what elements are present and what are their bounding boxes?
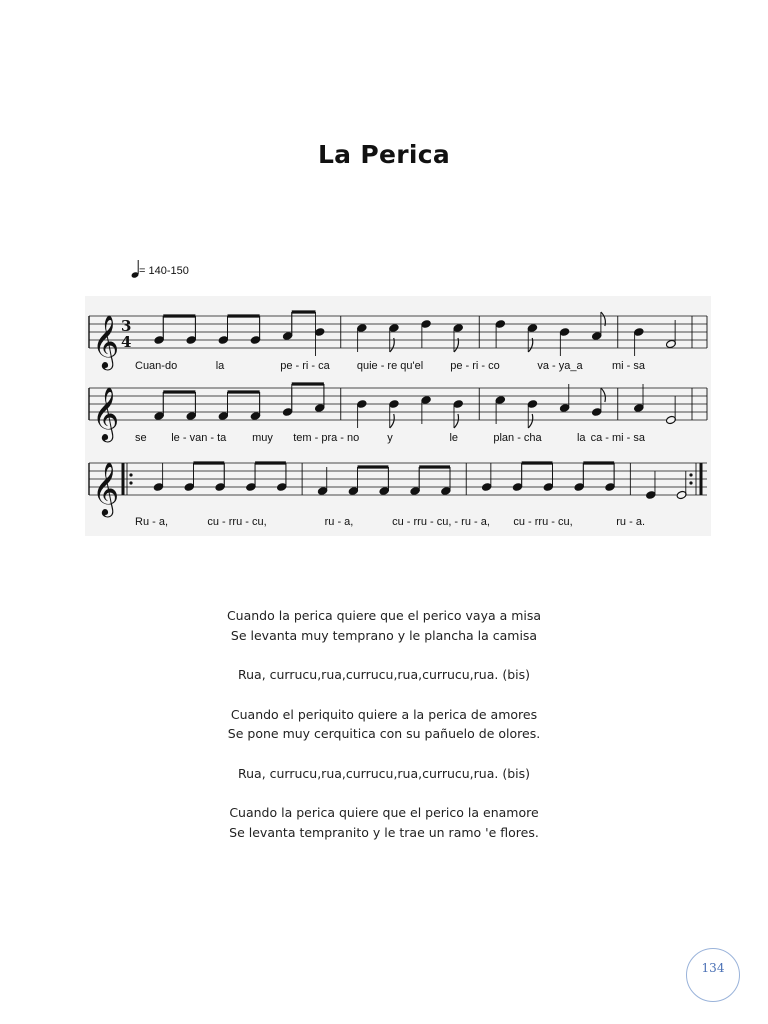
lyric-syllables: va - ya_a — [537, 360, 583, 372]
repeat-dot — [689, 481, 692, 484]
lyrics-stanza — [0, 803, 768, 842]
lyric-syllables: tem - pra - no — [293, 432, 360, 444]
eighth-flag — [601, 388, 606, 402]
eighth-flag — [528, 414, 533, 428]
page-number: 134 — [686, 948, 740, 1002]
lyric-syllables: cu - rru - cu, - ru - a, — [392, 516, 490, 528]
lyric-syllables: quie - re qu'el — [356, 360, 424, 372]
time-signature-bottom: 4 — [121, 333, 132, 351]
lyrics-line: Rua, currucu,rua,currucu,rua,currucu,rua. (bis) — [237, 765, 531, 781]
lyric-syllables: Ru - a, — [135, 516, 169, 528]
lyric-syllables: muy — [252, 432, 273, 444]
repeat-dot — [129, 473, 132, 476]
treble-clef-icon: 𝄞 — [92, 314, 120, 368]
treble-clef-icon: 𝄞 — [92, 386, 120, 440]
lyric-syllables: la — [576, 432, 586, 444]
tempo-marking: = 140-150 — [139, 265, 189, 277]
lyric-syllables: plan - cha — [493, 432, 542, 444]
lyrics-stanza — [0, 764, 768, 784]
repeat-dot — [689, 473, 692, 476]
lyric-syllables: le - van - ta — [171, 432, 227, 444]
lyrics-line: Se levanta muy temprano y le plancha la camisa — [230, 627, 538, 643]
lyric-syllables: ru - a. — [616, 516, 645, 528]
lyrics-line: Se pone muy cerquitica con su pañuelo de olores. — [227, 726, 541, 741]
treble-clef-icon: 𝄞 — [92, 461, 120, 515]
repeat-dot — [129, 481, 132, 484]
lyric-syllables: Cuan-do — [135, 360, 178, 372]
lyrics-block — [0, 606, 768, 862]
lyrics-line: Cuando el periquito quiere a la perica de amores — [230, 706, 538, 722]
lyric-syllables: ca - mi - sa — [590, 432, 645, 444]
lyric-syllables: ru - a, — [324, 516, 354, 528]
time-signature-top: 3 — [121, 317, 132, 335]
sheet-music — [85, 296, 711, 536]
lyric-syllables: pe - ri - co — [450, 360, 500, 372]
eighth-flag — [454, 414, 459, 428]
lyric-syllables: y — [387, 432, 393, 444]
lyrics-stanza — [0, 606, 768, 645]
lyrics-line: Rua, currucu,rua,currucu,rua,currucu,rua. (bis) — [237, 667, 531, 682]
lyric-syllables: cu - rru - cu, — [207, 516, 267, 528]
lyric-syllables: se — [135, 432, 147, 444]
lyric-syllables: mi - sa — [612, 360, 645, 372]
lyrics-line: Cuando la perica quiere que el perico la enamore — [229, 805, 539, 820]
lyric-syllables: le — [449, 432, 459, 444]
lyric-syllables: pe - ri - ca — [280, 360, 330, 372]
lyrics-line: Cuando la perica quiere que el perico vaya a misa — [226, 608, 542, 623]
song-title: La Perica — [317, 140, 451, 169]
lyrics-stanza — [0, 705, 768, 744]
lyrics-stanza — [0, 665, 768, 685]
lyrics-line: Se levanta tempranito y le trae un ramo 'e flores. — [229, 824, 539, 840]
lyric-syllables: la — [215, 360, 225, 372]
lyric-syllables: cu - rru - cu, — [513, 516, 573, 528]
eighth-flag — [390, 414, 395, 428]
